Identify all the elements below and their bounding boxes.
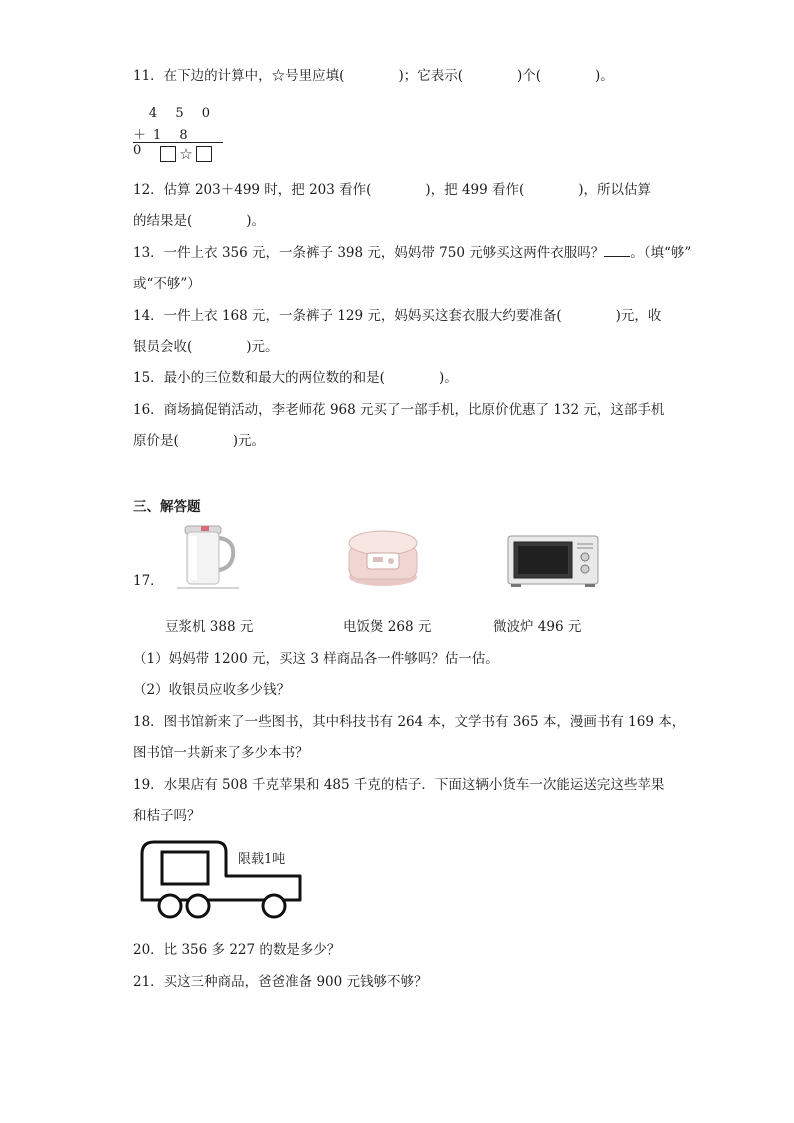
q14-line2: 银员会收( )元。 <box>133 339 279 355</box>
product-label-microwave: 微波炉 496 元 <box>493 619 582 635</box>
q13-line1b: 。（填“够” <box>630 245 692 261</box>
product-label-soymilk: 豆浆机 388 元 <box>165 619 254 635</box>
truck-load-label: 限载1吨 <box>238 852 286 867</box>
calc-line <box>133 142 223 143</box>
calc-row-1: 4 5 0 <box>148 106 217 121</box>
q14-line1: 14．一件上衣 168 元，一条裤子 129 元，妈妈买这套衣服大约要准备( )元，收 <box>133 308 662 324</box>
q12-line2: 的结果是( )。 <box>133 213 266 229</box>
rice-cooker-icon <box>345 527 421 589</box>
q17-sub1: （1）妈妈带 1200 元，买这 3 样商品各一件够吗？估一估。 <box>133 651 499 667</box>
q11-vertical-calculation <box>133 104 223 166</box>
answer-box <box>196 146 212 162</box>
q19-line1: 19．水果店有 508 千克苹果和 485 千克的桔子．下面这辆小货车一次能运送完这些苹果 <box>133 777 665 793</box>
calc-row-2: ＋1 8 0 <box>133 128 195 158</box>
star-icon: ☆ <box>179 145 193 163</box>
q19-line2: 和桔子吗？ <box>133 808 201 824</box>
product-label-rice-cooker: 电饭煲 268 元 <box>343 619 432 635</box>
q13-answer-blank <box>604 244 630 257</box>
calc-answer-boxes <box>160 146 212 162</box>
q13-line1 <box>133 244 691 262</box>
q13-line2: 或“不够”） <box>133 276 201 292</box>
q20-line1: 20．比 356 多 227 的数是多少？ <box>133 942 341 958</box>
q12-line1: 12．估算 203＋499 时，把 203 看作( )，把 499 看作( )，所以估算 <box>133 182 652 198</box>
truck-icon <box>136 836 306 922</box>
answer-box <box>160 146 176 162</box>
q13-line1a: 13．一件上衣 356 元，一条裤子 398 元，妈妈带 750 元够买这两件衣服吗？ <box>133 245 605 261</box>
q15-line1: 15．最小的三位数和最大的两位数的和是( )。 <box>133 370 458 386</box>
microwave-icon <box>507 535 599 589</box>
soymilk-maker-icon <box>175 522 247 592</box>
q21-line1: 21．买这三种商品，爸爸准备 900 元钱够不够？ <box>133 974 428 990</box>
q11-text: 11．在下边的计算中，☆号里应填( )；它表示( )个( )。 <box>133 68 614 84</box>
q17-number: 17． <box>133 573 164 589</box>
q16-line2: 原价是( )元。 <box>133 433 266 449</box>
q18-line2: 图书馆一共新来了多少本书？ <box>133 745 309 761</box>
q16-line1: 16．商场搞促销活动，李老师花 968 元买了一部手机，比原价优惠了 132 元，这部手机 <box>133 402 665 418</box>
q17-sub2: （2）收银员应收多少钱？ <box>133 682 291 698</box>
q18-line1: 18．图书馆新来了一些图书，其中科技书有 264 本，文学书有 365 本，漫画书有 169 本， <box>133 714 686 730</box>
section-title: 三、解答题 <box>133 499 201 515</box>
